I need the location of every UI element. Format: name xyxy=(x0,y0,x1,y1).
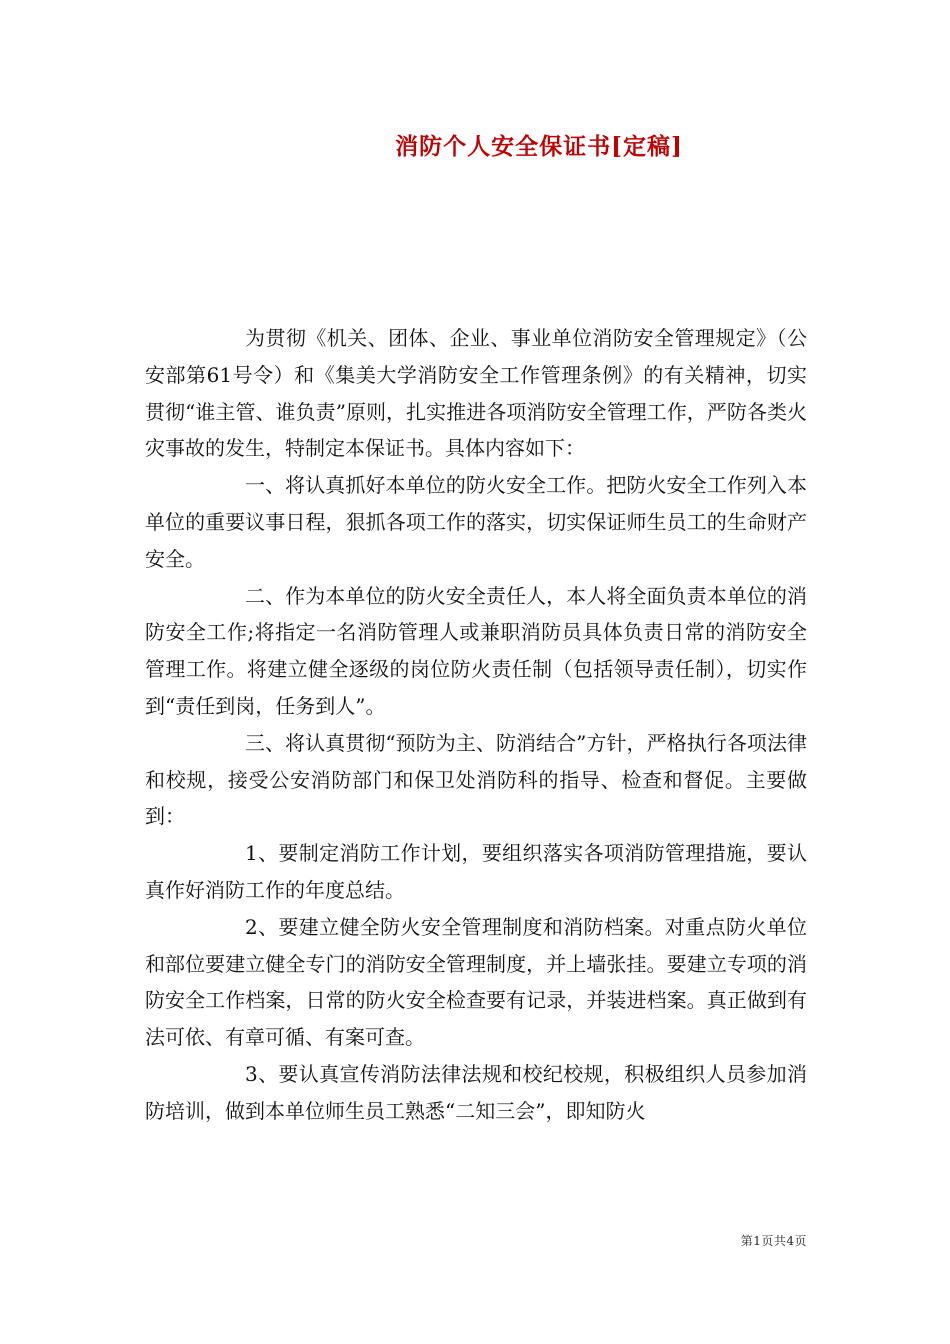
paragraph-item-2: 二、作为本单位的防火安全责任人，本人将全面负责本单位的消防安全工作;将指定一名消防管理人或兼职消防员具体负责日常的消防安全管理工作。将建立健全逐级的岗位防火责任制（包括领导责任制），切实作到“责任到岗，任务到人”。 xyxy=(145,583,807,718)
page-number-footer: 第1页共4页 xyxy=(740,1234,807,1248)
paragraph-intro: 为贯彻《机关、团体、企业、事业单位消防安全管理规定》（公安部第61号令）和《集美大学消防安全工作管理条例》的有关精神，切实贯彻“谁主管、谁负责”原则，扎实推进各项消防安全管理工作，严防各类火灾事故的发生，特制定本保证书。具体内容如下： xyxy=(145,326,807,461)
paragraph-item-3: 三、将认真贯彻“预防为主、防消结合”方针，严格执行各项法律和校规，接受公安消防部门和保卫处消防科的指导、检查和督促。主要做到： xyxy=(145,730,807,829)
paragraph-subitem-3: 3、要认真宣传消防法律法规和校纪校规，积极组织人员参加消防培训，做到本单位师生员工熟悉“二知三会”，即知防火 xyxy=(145,1061,807,1123)
paragraph-item-1: 一、将认真抓好本单位的防火安全工作。把防火安全工作列入本单位的重要议事日程，狠抓各项工作的落实，切实保证师生员工的生命财产安全。 xyxy=(145,473,807,571)
paragraph-subitem-2: 2、要建立健全防火安全管理制度和消防档案。对重点防火单位和部位要建立健全专门的消防安全管理制度，并上墙张挂。要建立专项的消防安全工作档案，日常的防火安全检查要有记录，并装进档案。真正做到有法可依、有章可循、有案可查。 xyxy=(145,914,807,1050)
document-title: 消防个人安全保证书[定稿] xyxy=(395,133,683,160)
paragraph-subitem-1: 1、要制定消防工作计划，要组织落实各项消防管理措施，要认真作好消防工作的年度总结。 xyxy=(145,841,807,902)
document-body xyxy=(145,320,807,1130)
